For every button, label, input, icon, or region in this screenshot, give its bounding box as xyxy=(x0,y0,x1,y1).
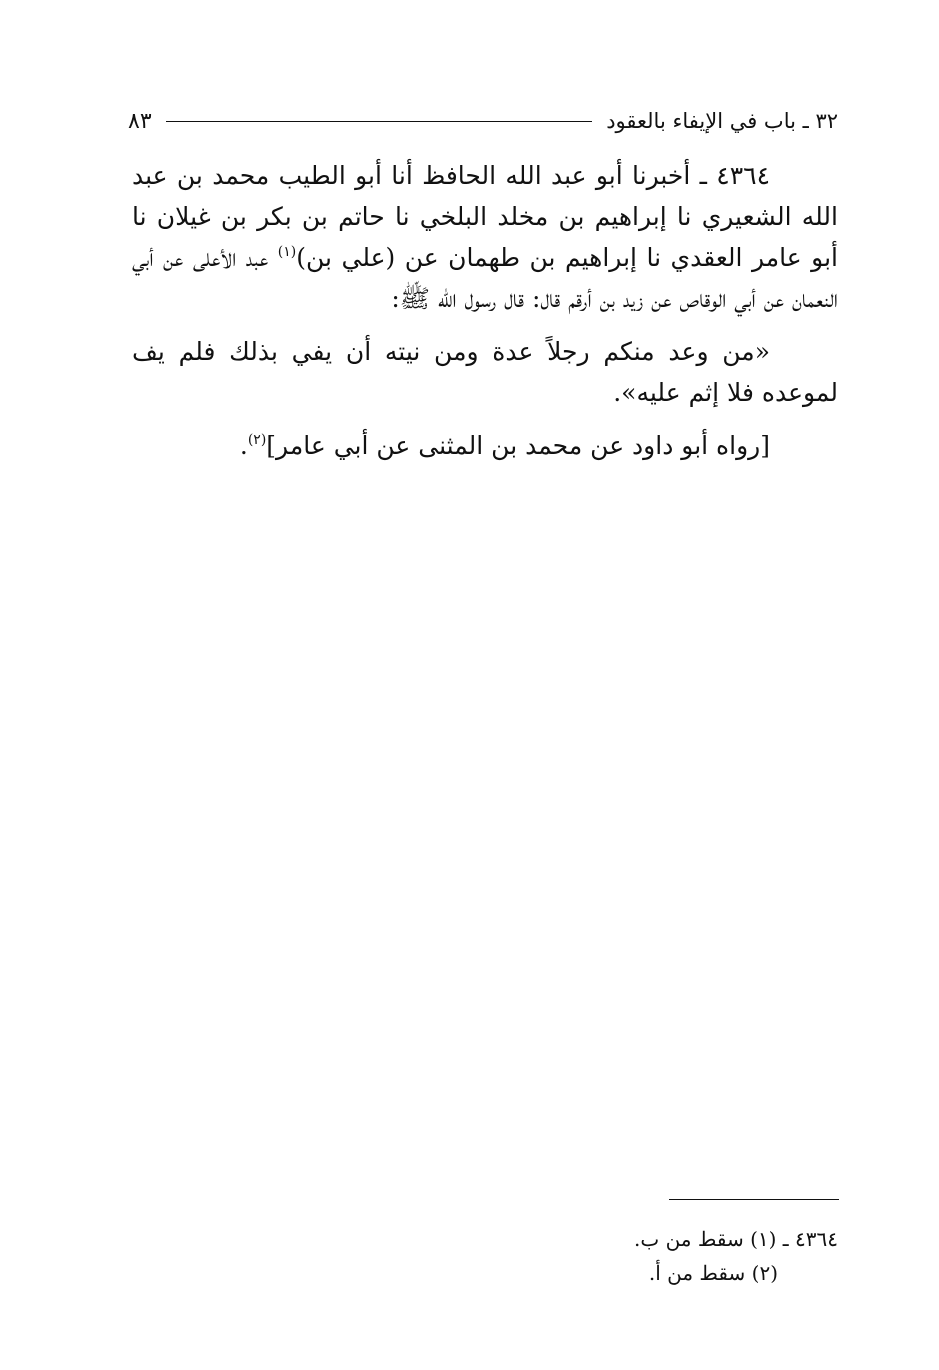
takhrij-text: [رواه أبو داود عن محمد بن المثنى عن أبي عامر] xyxy=(266,431,770,460)
footnotes xyxy=(400,1222,838,1290)
hadith-isnad xyxy=(132,155,838,319)
chapter-title: ٣٢ ـ باب في الإيفاء بالعقود xyxy=(606,109,838,133)
takhrij-end: . xyxy=(239,431,248,460)
header-rule xyxy=(166,121,593,122)
isnad-text: ٤٣٦٤ ـ أخبرنا أبو عبد الله الحافظ أنا أبو الطيب محمد بن عبد الله الشعيري نا إبراهيم بن مخلد البلخي نا حاتم بن بكر بن غيلان نا أبو عامر العقدي نا إبراهيم بن طهمان عن (علي بن) xyxy=(132,161,839,272)
footnote-1: ٤٣٦٤ ـ (١) سقط من ب. xyxy=(634,1227,838,1251)
hadith-takhrij xyxy=(132,425,838,466)
main-text xyxy=(132,155,838,466)
running-header xyxy=(128,104,838,138)
hadith-matn: «من وعد منكم رجلاً عدة ومن نيته أن يفي بذلك فلم يف لموعده فلا إثم عليه». xyxy=(132,337,838,407)
isnad-continuation: عبد الأعلى عن أبي النعمان عن أبي الوقاص عن زيد بن أرقم قال: قال رسول الله ﷺ: xyxy=(132,243,838,313)
footnote-marker-1: (١) xyxy=(277,244,297,260)
footnote-marker-2: (٢) xyxy=(247,432,267,448)
page-number: ٨٣ xyxy=(128,108,152,134)
footnote-separator xyxy=(669,1199,839,1200)
footnote-2: (٢) سقط من أ. xyxy=(648,1261,778,1285)
